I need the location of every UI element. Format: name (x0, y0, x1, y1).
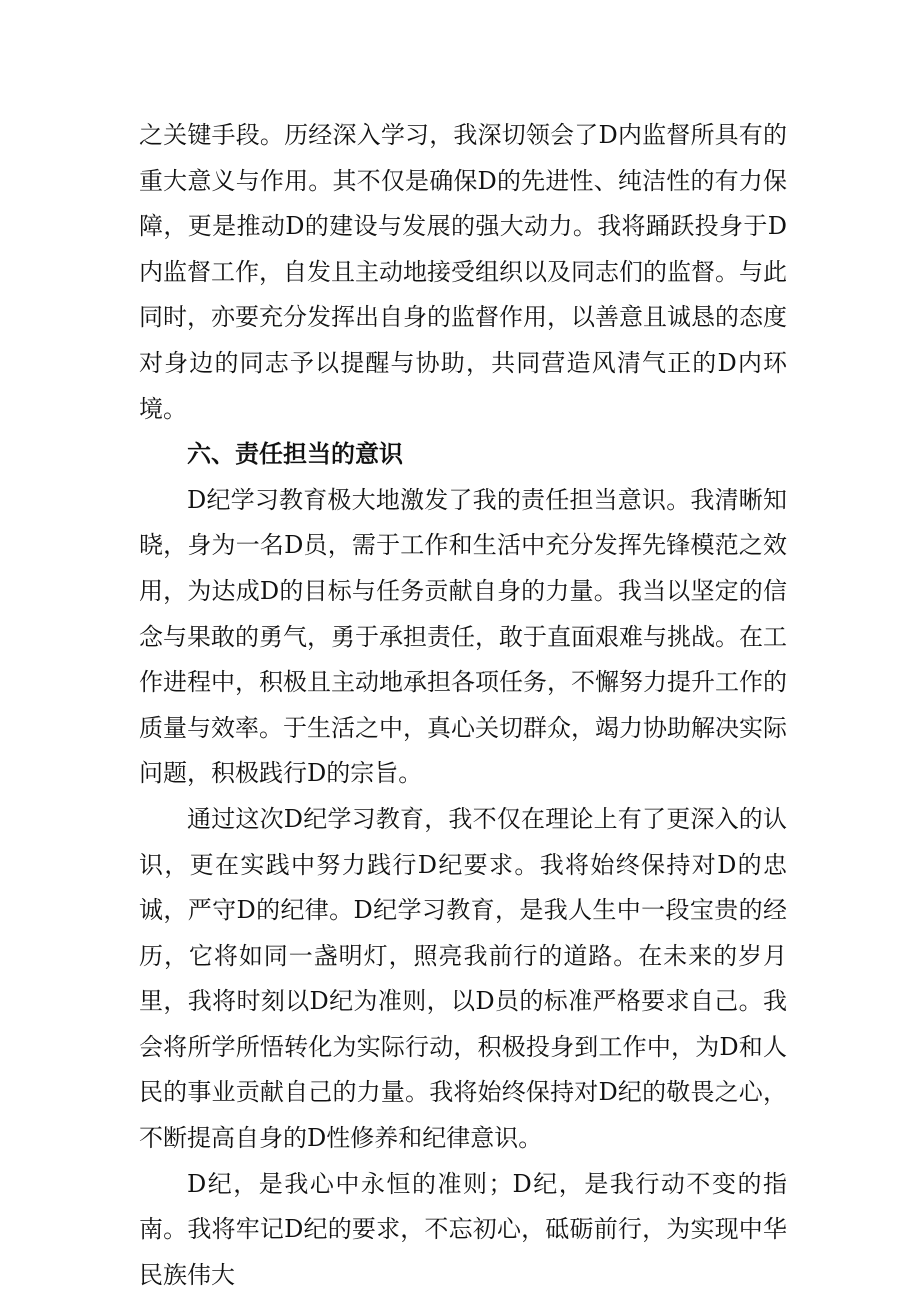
section-heading: 六、责任担当的意识 (187, 440, 403, 469)
paragraph-summary: 通过这次D纪学习教育，我不仅在理论上有了更深入的认识，更在实践中努力践行D纪要求。我将始终保持对D的忠诚，严守D的纪律。D纪学习教育，是我人生中一段宝贵的经历，它将如同一盏明灯，照亮我前行的道路。在未来的岁月里，我将时刻以D纪为准则，以D员的标准严格要求自己。我会将所学所悟转化为实际行动，积极投身到工作中，为D和人民的事业贡献自己的力量。我将始终保持对D纪的敬畏之心，不断提高自身的D性修养和纪律意识。 (139, 804, 787, 1153)
paragraph-responsibility: D纪学习教育极大地激发了我的责任担当意识。我清晰知晓，身为一名D员，需于工作和生活中充分发挥先锋模范之效用，为达成D的目标与任务贡献自身的力量。我当以坚定的信念与果敢的勇气，勇于承担责任，敢于直面艰难与挑战。在工作进程中，积极且主动地承担各项任务，不懈努力提升工作的质量与效率。于生活之中，真心关切群众，竭力协助解决实际问题，积极践行D的宗旨。 (139, 485, 787, 788)
document-body (139, 113, 787, 1298)
paragraph-closing: D纪，是我心中永恒的准则；D纪，是我行动不变的指南。我将牢记D纪的要求，不忘初心，砥砺前行，为实现中华民族伟大 (139, 1169, 787, 1289)
paragraph-continued: 之关键手段。历经深入学习，我深切领会了D内监督所具有的重大意义与作用。其不仅是确保D的先进性、纯洁性的有力保障，更是推动D的建设与发展的强大动力。我将踊跃投身于D内监督工作，自发且主动地接受组织以及同志们的监督。与此同时，亦要充分发挥出自身的监督作用，以善意且诚恳的态度对身边的同志予以提醒与协助，共同营造风清气正的D内环境。 (139, 121, 787, 423)
